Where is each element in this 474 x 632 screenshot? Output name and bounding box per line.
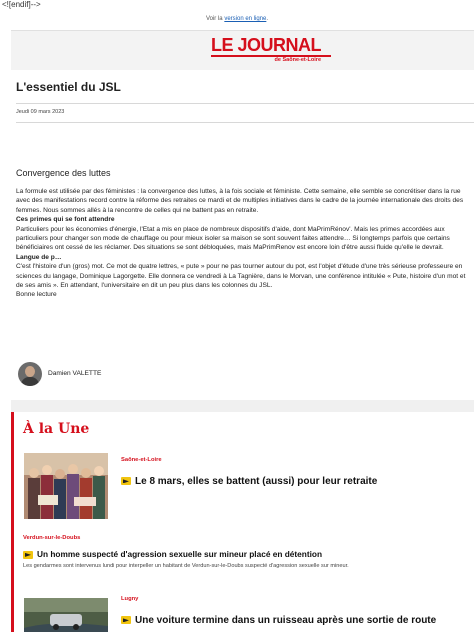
article-kicker: Verdun-sur-le-Doubs bbox=[23, 535, 81, 541]
editorial-title: Convergence des luttes bbox=[16, 168, 111, 178]
editorial-line: C'est l'histoire d'un (gros) mot. Ce mot de quatre lettres, « pute » pour ne pas tourner autour du pot, est l'objet d'étude d'une très sérieuse professeure en bbox=[16, 263, 463, 271]
article-thumbnail-women-group[interactable] bbox=[24, 453, 108, 519]
view-online-link[interactable]: version en ligne bbox=[224, 16, 267, 22]
issue-date: Jeudi 09 mars 2023 bbox=[16, 109, 65, 115]
une-title: À la Une bbox=[23, 421, 90, 437]
page-title: L'essentiel du JSL bbox=[16, 80, 121, 94]
editorial-subheading: Ces primes qui se font attendre bbox=[16, 216, 115, 224]
title-divider bbox=[16, 103, 474, 104]
le-journal-logo[interactable] bbox=[191, 36, 341, 64]
editorial-line: avec des manifestations record contre la réforme des retraites ce mardi et de multiples initiatives dans le cadre de la journée internationale des droits des bbox=[16, 197, 464, 205]
article-headline-link[interactable]: Une voiture termine dans un ruisseau après une sortie de route bbox=[121, 615, 436, 626]
author-avatar bbox=[18, 362, 42, 386]
editorial-line: bénéficiaires ont cessé de les réclamer. Des situations se sont débloquées, mais MaPrimRenov est encore loin d'être aussi fluide qu'elle le devrait. bbox=[16, 244, 444, 252]
article-kicker: Lugny bbox=[121, 596, 139, 602]
article-kicker: Saône-et-Loire bbox=[121, 457, 162, 463]
view-online-prefix: Voir la bbox=[205, 16, 223, 22]
article-description: Les gendarmes sont intervenus lundi pour interpeller un habitant de Verdun-sur-le-Doubs suspecté d'agression sexuelle sur mineur. bbox=[23, 563, 349, 569]
editorial-subheading: Langue de p… bbox=[16, 253, 62, 261]
editorial-signoff: Bonne lecture bbox=[16, 291, 57, 299]
une-accent-bar bbox=[11, 412, 14, 632]
logo-sub-text: de Saône-et-Loire bbox=[274, 57, 321, 63]
logo-main-text: LE JOURNAL bbox=[210, 35, 321, 55]
editorial-line: de ses amis ». En attendant, l'universitaire en dit un peu plus dans les colonnes du JSL. bbox=[16, 282, 273, 290]
editorial-line: Particuliers pour les économies d'énergie, l'Etat a mis en place de nombreux dispositifs d'aide, dont MaPrimRénov'. Mais les primes accordées aux bbox=[16, 225, 445, 233]
editorial-line: sciences du langage, Dominique Lagorgette. Elle donnera ce vendredi à La Tagnière, dans le Morvan, une conférence intitulée « Pute, histoire d'un mot et bbox=[16, 272, 466, 280]
author-name: Damien VALETTE bbox=[48, 370, 102, 377]
html-comment-artifact: <![endif]--> bbox=[2, 0, 41, 9]
view-online-suffix: . bbox=[266, 16, 269, 22]
date-divider bbox=[16, 122, 474, 123]
play-badge-icon bbox=[23, 551, 33, 559]
article-headline-link[interactable]: Un homme suspecté d'agression sexuelle sur mineur placé en détention bbox=[23, 549, 322, 559]
newsletter-header bbox=[11, 30, 474, 70]
editorial-line: La formule est utilisée par des féministes : la convergence des luttes, à la fois sociale et féministe. Cette semaine, elle semble se concrétiser dans la rue bbox=[16, 188, 461, 195]
article-headline-link[interactable]: Le 8 mars, elles se battent (aussi) pour leur retraite bbox=[121, 476, 377, 487]
section-gap bbox=[11, 400, 474, 412]
a-la-une-section bbox=[11, 412, 474, 632]
newsletter-content bbox=[11, 70, 474, 400]
play-badge-icon bbox=[121, 477, 131, 485]
play-badge-icon bbox=[121, 616, 131, 624]
view-online-bar bbox=[0, 16, 474, 22]
article-thumbnail-car-stream[interactable] bbox=[24, 598, 108, 632]
editorial-line: femmes. Nous sommes allés à la rencontre de celles qui ne battent pas en retraite. bbox=[16, 206, 259, 214]
editorial-body bbox=[16, 187, 474, 300]
editorial-line: particuliers pour changer son mode de chauffage ou pour mieux isoler sa maison se sont souvent faites attendre… Si longtemps parfois que certains bbox=[16, 235, 450, 243]
